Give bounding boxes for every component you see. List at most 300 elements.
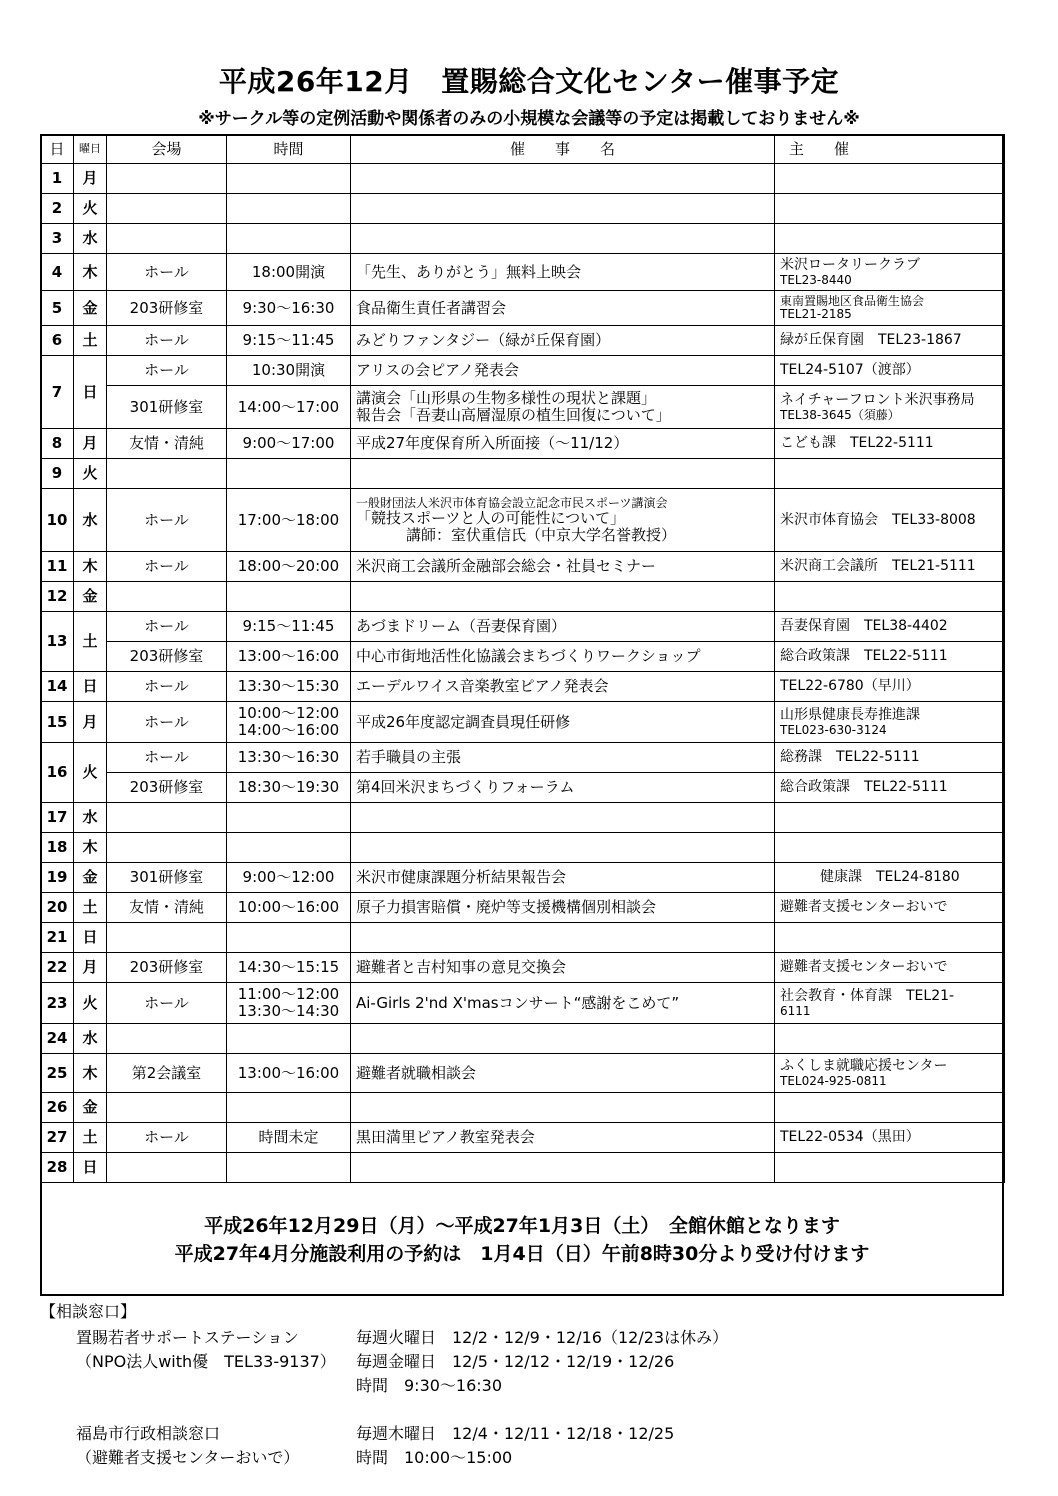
time-cell [227, 429, 351, 459]
table-row [41, 1024, 1005, 1054]
venue-cell: ホール [107, 612, 227, 642]
day-cell: 3 [41, 224, 74, 254]
schedule-body [41, 164, 1005, 1183]
table-row [41, 702, 1005, 743]
event-cell [351, 893, 775, 923]
organizer-line: TEL22-6780（早川） [780, 678, 920, 694]
organizer-line: TEL21-2185 [780, 307, 852, 321]
table-row [41, 429, 1005, 459]
organizer-cell [775, 582, 1005, 612]
table-row [41, 773, 1005, 803]
organizer-line: TEL023-630-3124 [780, 723, 887, 737]
event-cell [351, 743, 775, 773]
table-row [41, 983, 1005, 1024]
weekday-cell: 水 [74, 489, 107, 552]
organizer-cell [775, 254, 1005, 291]
time-cell [227, 254, 351, 291]
event-cell [351, 642, 775, 672]
event-line: 第4回米沢まちづくりフォーラム [356, 778, 575, 796]
time-cell [227, 983, 351, 1024]
event-cell [351, 773, 775, 803]
venue-cell: ホール [107, 356, 227, 386]
venue-cell: 友情・清純 [107, 429, 227, 459]
event-line: 食品衛生責任者講習会 [356, 298, 507, 317]
venue-cell [107, 224, 227, 254]
organizer-line: ネイチャーフロント米沢事務局 [780, 392, 975, 408]
day-cell: 14 [41, 672, 74, 702]
organizer-line: こども課 TEL22-5111 [780, 435, 934, 451]
venue-cell: ホール [107, 983, 227, 1024]
weekday-cell: 土 [74, 612, 107, 672]
event-line: 避難者就職相談会 [356, 1063, 477, 1082]
time-cell [227, 386, 351, 429]
weekday-cell: 木 [74, 552, 107, 582]
venue-cell: ホール [107, 672, 227, 702]
time-cell [227, 642, 351, 672]
time-cell [227, 893, 351, 923]
organizer-line: 米沢市体育協会 TEL33-8008 [780, 511, 976, 528]
organizer-cell [775, 863, 1005, 893]
organizer-line: 6111 [780, 1004, 811, 1018]
table-row [41, 326, 1005, 356]
day-cell: 19 [41, 863, 74, 893]
organizer-line: TEL24-5107（渡部） [780, 362, 920, 378]
venue-cell: 203研修室 [107, 291, 227, 326]
day-cell: 22 [41, 953, 74, 983]
organizer-line: 総合政策課 TEL22-5111 [780, 648, 948, 664]
header-dow: 曜日 [74, 135, 107, 164]
organizer-line: 総合政策課 TEL22-5111 [780, 779, 948, 795]
table-row [41, 254, 1005, 291]
organizer-line: 山形県健康長寿推進課 [780, 707, 920, 723]
time-cell [227, 1054, 351, 1093]
day-cell: 17 [41, 803, 74, 833]
organizer-line: TEL23-8440 [780, 273, 852, 287]
venue-cell [107, 803, 227, 833]
organizer-cell [775, 1123, 1005, 1153]
venue-cell [107, 164, 227, 194]
table-row [41, 1123, 1005, 1153]
time-line: 13:00～16:00 [237, 647, 340, 665]
organizer-cell [775, 489, 1005, 552]
table-row [41, 194, 1005, 224]
organizer-cell [775, 194, 1005, 224]
consult-2-name: 福島市行政相談窓口 [76, 1424, 221, 1443]
time-line: 9:30～16:30 [242, 298, 335, 317]
venue-cell [107, 194, 227, 224]
time-cell [227, 552, 351, 582]
venue-cell: 301研修室 [107, 386, 227, 429]
event-line: 「競技スポーツと人の可能性について」 [356, 508, 626, 527]
time-cell [227, 164, 351, 194]
organizer-line: 総務課 TEL22-5111 [780, 749, 920, 765]
weekday-cell: 日 [74, 672, 107, 702]
time-cell [227, 702, 351, 743]
consult-1-schedule-1: 毎週火曜日 12/2・12/9・12/16（12/23は休み） [356, 1328, 729, 1347]
organizer-line: 東南置賜地区食品衛生協会 [780, 294, 925, 308]
organizer-cell [775, 833, 1005, 863]
table-row [41, 356, 1005, 386]
time-line: 14:00～16:00 [237, 721, 340, 739]
time-line: 13:30～14:30 [237, 1002, 340, 1020]
header-time: 時間 [227, 135, 351, 164]
time-cell [227, 923, 351, 953]
day-cell: 15 [41, 702, 74, 743]
venue-cell: 301研修室 [107, 863, 227, 893]
weekday-cell: 金 [74, 291, 107, 326]
venue-cell [107, 923, 227, 953]
time-line: 9:15～11:45 [242, 617, 335, 635]
time-line: 9:00～12:00 [242, 868, 335, 886]
day-cell: 26 [41, 1093, 74, 1123]
event-line: あづまドリーム（吾妻保育園） [356, 617, 567, 635]
weekday-cell: 木 [74, 833, 107, 863]
weekday-cell: 月 [74, 702, 107, 743]
time-line: 10:00～12:00 [237, 704, 340, 722]
organizer-line: 緑が丘保育園 TEL23-1867 [780, 332, 962, 348]
time-cell [227, 1024, 351, 1054]
schedule-table [40, 134, 1005, 1183]
event-line: Ai-Girls 2'nd X'masコンサート“感謝をこめて” [356, 993, 680, 1012]
day-cell: 9 [41, 459, 74, 489]
time-cell [227, 803, 351, 833]
organizer-cell [775, 983, 1005, 1024]
weekday-cell: 日 [74, 1153, 107, 1183]
organizer-line: 避難者支援センターおいで [780, 959, 948, 975]
time-line: 18:00～20:00 [237, 557, 340, 575]
day-cell: 13 [41, 612, 74, 672]
consult-2-org: （避難者支援センターおいで） [76, 1448, 300, 1467]
venue-cell: ホール [107, 326, 227, 356]
weekday-cell: 土 [74, 326, 107, 356]
weekday-cell: 金 [74, 582, 107, 612]
event-cell [351, 356, 775, 386]
table-row [41, 612, 1005, 642]
event-line: 米沢市健康課題分析結果報告会 [356, 868, 567, 886]
venue-cell: 203研修室 [107, 773, 227, 803]
organizer-line: TEL22-0534（黒田） [780, 1129, 920, 1145]
time-line: 9:00～17:00 [242, 434, 335, 452]
organizer-cell [775, 672, 1005, 702]
table-row [41, 893, 1005, 923]
venue-cell: ホール [107, 743, 227, 773]
venue-cell [107, 1024, 227, 1054]
event-line: 「先生、ありがとう」無料上映会 [356, 262, 582, 281]
time-line: 13:30～16:30 [237, 748, 340, 766]
day-cell: 21 [41, 923, 74, 953]
time-cell [227, 743, 351, 773]
day-cell: 6 [41, 326, 74, 356]
organizer-cell [775, 773, 1005, 803]
venue-cell [107, 833, 227, 863]
venue-cell [107, 582, 227, 612]
weekday-cell: 木 [74, 1054, 107, 1093]
time-cell [227, 1153, 351, 1183]
table-row [41, 923, 1005, 953]
organizer-cell [775, 702, 1005, 743]
event-cell [351, 429, 775, 459]
header-venue: 会場 [107, 135, 227, 164]
event-line: 一般財団法人米沢市体育協会設立記念市民スポーツ講演会 [356, 495, 668, 510]
venue-cell: ホール [107, 489, 227, 552]
event-cell [351, 582, 775, 612]
event-cell [351, 672, 775, 702]
event-cell [351, 291, 775, 326]
organizer-cell [775, 1153, 1005, 1183]
event-cell [351, 803, 775, 833]
consult-1-org: （NPO法人with優 TEL33-9137） [76, 1352, 336, 1371]
consult-1-hours: 時間 9:30～16:30 [356, 1376, 503, 1395]
venue-cell: ホール [107, 1123, 227, 1153]
event-cell [351, 489, 775, 552]
organizer-cell [775, 459, 1005, 489]
weekday-cell: 月 [74, 164, 107, 194]
closure-notice [40, 1212, 1004, 1268]
weekday-cell: 水 [74, 1024, 107, 1054]
time-line: 10:30開演 [251, 361, 326, 379]
event-line: みどりファンタジー（緑が丘保育園） [356, 331, 611, 349]
table-row [41, 164, 1005, 194]
day-cell: 8 [41, 429, 74, 459]
event-line: 原子力損害賠償・廃炉等支援機構個別相談会 [356, 898, 657, 916]
table-row [41, 863, 1005, 893]
organizer-line: 避難者支援センターおいで [780, 899, 948, 915]
weekday-cell: 日 [74, 356, 107, 429]
time-cell [227, 953, 351, 983]
event-cell [351, 1054, 775, 1093]
event-cell [351, 552, 775, 582]
table-row [41, 953, 1005, 983]
event-cell [351, 923, 775, 953]
weekday-cell: 月 [74, 953, 107, 983]
weekday-cell: 火 [74, 194, 107, 224]
event-line: 平成27年度保育所入所面接（～11/12） [356, 434, 629, 452]
time-cell [227, 833, 351, 863]
event-line: 平成26年度認定調査員現任研修 [356, 712, 571, 731]
table-row [41, 1153, 1005, 1183]
time-line: 11:00～12:00 [237, 985, 340, 1003]
table-row [41, 1054, 1005, 1093]
venue-cell: ホール [107, 552, 227, 582]
table-row [41, 386, 1005, 429]
weekday-cell: 火 [74, 743, 107, 803]
venue-cell: 友情・清純 [107, 893, 227, 923]
event-line: 報告会「吾妻山高層湿原の植生回復について」 [356, 406, 671, 424]
organizer-cell [775, 803, 1005, 833]
organizer-line: TEL024-925-0811 [780, 1074, 887, 1088]
table-row [41, 224, 1005, 254]
organizer-line: 米沢ロータリークラブ [780, 257, 920, 273]
organizer-line: 健康課 TEL24-8180 [820, 869, 960, 885]
time-cell [227, 773, 351, 803]
time-cell [227, 356, 351, 386]
organizer-cell [775, 953, 1005, 983]
time-cell [227, 863, 351, 893]
table-row [41, 833, 1005, 863]
organizer-cell [775, 1093, 1005, 1123]
event-cell [351, 983, 775, 1024]
weekday-cell: 日 [74, 923, 107, 953]
venue-cell: 203研修室 [107, 953, 227, 983]
organizer-cell [775, 612, 1005, 642]
organizer-cell [775, 429, 1005, 459]
table-row [41, 803, 1005, 833]
table-row [41, 459, 1005, 489]
event-cell [351, 612, 775, 642]
day-cell: 28 [41, 1153, 74, 1183]
header-organizer: 主 催 [775, 135, 1005, 164]
time-cell [227, 194, 351, 224]
day-cell: 4 [41, 254, 74, 291]
time-cell [227, 612, 351, 642]
organizer-cell [775, 224, 1005, 254]
event-cell [351, 386, 775, 429]
weekday-cell: 木 [74, 254, 107, 291]
time-cell [227, 326, 351, 356]
header-day: 日 [41, 135, 74, 164]
time-line: 18:00開演 [251, 262, 326, 281]
organizer-cell [775, 743, 1005, 773]
time-line: 14:00～17:00 [237, 397, 340, 416]
time-line: 17:00～18:00 [237, 510, 340, 529]
organizer-line: ふくしま就職応援センター [780, 1058, 948, 1074]
day-cell: 27 [41, 1123, 74, 1153]
event-cell [351, 702, 775, 743]
event-cell [351, 953, 775, 983]
venue-cell: ホール [107, 702, 227, 743]
time-cell [227, 1093, 351, 1123]
weekday-cell: 土 [74, 1123, 107, 1153]
weekday-cell: 水 [74, 224, 107, 254]
time-cell [227, 224, 351, 254]
table-row [41, 672, 1005, 702]
event-cell [351, 194, 775, 224]
page-subtitle: ※サークル等の定例活動や関係者のみの小規模な会議等の予定は掲載しておりません※ [198, 109, 860, 129]
consult-1-schedule-2: 毎週金曜日 12/5・12/12・12/19・12/26 [356, 1352, 675, 1371]
table-row [41, 489, 1005, 552]
consult-2-schedule: 毎週木曜日 12/4・12/11・12/18・12/25 [356, 1424, 675, 1443]
time-line: 13:30～15:30 [237, 677, 340, 695]
weekday-cell: 火 [74, 459, 107, 489]
weekday-cell: 月 [74, 429, 107, 459]
event-line: 避難者と吉村知事の意見交換会 [356, 958, 567, 976]
event-cell [351, 1153, 775, 1183]
time-cell [227, 459, 351, 489]
event-cell [351, 833, 775, 863]
day-cell: 2 [41, 194, 74, 224]
event-cell [351, 1123, 775, 1153]
event-cell [351, 254, 775, 291]
day-cell: 5 [41, 291, 74, 326]
time-cell [227, 582, 351, 612]
day-cell: 24 [41, 1024, 74, 1054]
organizer-cell [775, 356, 1005, 386]
event-cell [351, 1093, 775, 1123]
event-line: 黒田満里ピアノ教室発表会 [356, 1128, 535, 1146]
organizer-line: TEL38-3645（須藤） [780, 408, 900, 422]
day-cell: 18 [41, 833, 74, 863]
time-cell [227, 672, 351, 702]
organizer-cell [775, 893, 1005, 923]
header-event: 催 事 名 [351, 135, 775, 164]
time-line: 14:30～15:15 [237, 958, 340, 976]
event-line: 講師：室伏重信氏（中京大学名誉教授） [406, 525, 677, 544]
event-line: 講演会「山形県の生物多様性の現状と課題」 [356, 389, 657, 407]
weekday-cell: 火 [74, 983, 107, 1024]
consultation-title: 【相談窓口】 [40, 1302, 137, 1321]
organizer-cell [775, 291, 1005, 326]
table-row [41, 291, 1005, 326]
time-cell [227, 291, 351, 326]
organizer-line: 社会教育・体育課 TEL21- [780, 988, 955, 1004]
weekday-cell: 水 [74, 803, 107, 833]
organizer-cell [775, 923, 1005, 953]
time-line: 時間未定 [258, 1128, 319, 1146]
organizer-cell [775, 386, 1005, 429]
time-cell [227, 1123, 351, 1153]
table-row [41, 1093, 1005, 1123]
organizer-line: 米沢商工会議所 TEL21-5111 [780, 558, 976, 574]
organizer-cell [775, 552, 1005, 582]
page-title: 平成26年12月 置賜総合文化センター催事予定 [218, 65, 840, 98]
event-line: アリスの会ピアノ発表会 [356, 361, 519, 379]
organizer-cell [775, 1054, 1005, 1093]
consult-1-name: 置賜若者サポートステーション [76, 1328, 299, 1347]
time-line: 18:30～19:30 [237, 778, 340, 796]
venue-cell: 203研修室 [107, 642, 227, 672]
organizer-cell [775, 642, 1005, 672]
organizer-cell [775, 326, 1005, 356]
event-line: 若手職員の主張 [356, 748, 462, 766]
time-line: 9:15～11:45 [242, 331, 335, 349]
event-cell [351, 863, 775, 893]
day-cell: 1 [41, 164, 74, 194]
event-line: エーデルワイス音楽教室ピアノ発表会 [356, 677, 609, 695]
day-cell: 11 [41, 552, 74, 582]
day-cell: 10 [41, 489, 74, 552]
table-row [41, 743, 1005, 773]
event-cell [351, 164, 775, 194]
venue-cell [107, 1153, 227, 1183]
time-line: 10:00～16:00 [237, 898, 340, 916]
event-cell [351, 224, 775, 254]
table-row [41, 642, 1005, 672]
table-header-row [41, 135, 1005, 164]
table-row [41, 552, 1005, 582]
event-cell [351, 459, 775, 489]
table-row [41, 582, 1005, 612]
venue-cell [107, 1093, 227, 1123]
notice-line-1: 平成26年12月29日（月）～平成27年1月3日（土） 全館休館となります [204, 1215, 840, 1237]
day-cell: 16 [41, 743, 74, 803]
consult-2-hours: 時間 10:00～15:00 [356, 1448, 513, 1467]
notice-line-2: 平成27年4月分施設利用の予約は 1月4日（日）午前8時30分より受け付けます [174, 1243, 870, 1265]
weekday-cell: 金 [74, 863, 107, 893]
time-line: 13:00～16:00 [237, 1063, 340, 1082]
organizer-cell [775, 164, 1005, 194]
day-cell: 25 [41, 1054, 74, 1093]
day-cell: 7 [41, 356, 74, 429]
venue-cell: ホール [107, 254, 227, 291]
organizer-line: 吾妻保育園 TEL38-4402 [780, 618, 948, 634]
organizer-cell [775, 1024, 1005, 1054]
day-cell: 23 [41, 983, 74, 1024]
time-cell [227, 489, 351, 552]
event-line: 中心市街地活性化協議会まちづくりワークショップ [356, 647, 701, 665]
weekday-cell: 土 [74, 893, 107, 923]
weekday-cell: 金 [74, 1093, 107, 1123]
event-line: 米沢商工会議所金融部会総会・社員セミナー [356, 557, 657, 575]
